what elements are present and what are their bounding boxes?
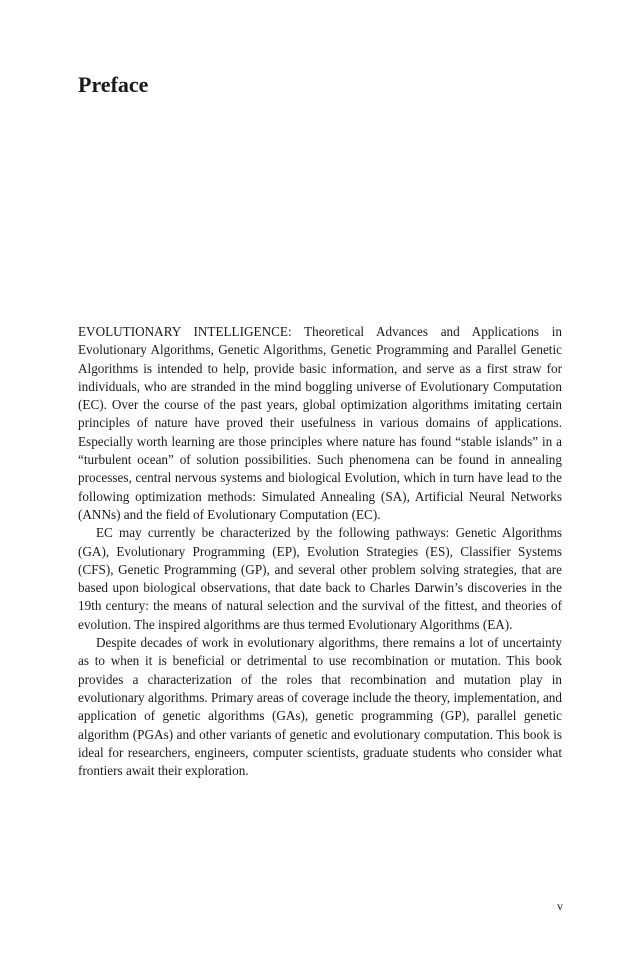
paragraph-2: EC may currently be characterized by the following pathways: Genetic Algorithms (GA), Evolutionary Programming (EP), Evolution Strategies (ES), Classifier Systems (CFS), Genetic Programming (GP), and several other problem solving strategies, that are based upon biological observations, that date back to Charles Darwin’s discoveries in the 19th century: the means of natural selection and the survival of the fittest, and theories of evolution. The inspired algorithms are thus termed Evolutionary Algorithms (EA). <box>78 525 562 632</box>
page-number: v <box>557 899 563 913</box>
paragraph-1: EVOLUTIONARY INTELLIGENCE: Theoretical Advances and Applications in Evolutionary Algorithms, Genetic Algorithms, Genetic Programming and Parallel Genetic Algorithms is intended to help, provide basic information, and serve as a first straw for individuals, who are stranded in the mind boggling universe of Evolutionary Computation (EC). Over the course of the past years, global optimization algorithms imitating certain principles of nature have proved their usefulness in various domains of applications. Especially worth learning are those principles where nature has found “stable islands” in a “turbulent ocean” of solution possibilities. Such phenomena can be found in annealing processes, central nervous systems and biological Evolution, which in turn have lead to the following optimization methods: Simulated Annealing (SA), Artificial Neural Networks (ANNs) and the field of Evolutionary Computation (EC). <box>78 324 562 522</box>
page-title: Preface <box>78 72 149 97</box>
preface-body <box>78 323 562 780</box>
paragraph-3: Despite decades of work in evolutionary algorithms, there remains a lot of uncertainty as to when it is beneficial or detrimental to use recombination or mutation. This book provides a characterization of the roles that recombination and mutation play in evolutionary algorithms. Primary areas of coverage include the theory, implementation, and application of genetic algorithms (GAs), genetic programming (GP), parallel genetic algorithm (PGAs) and other variants of genetic and evolutionary computation. This book is ideal for researchers, engineers, computer scientists, graduate students who consider what frontiers await their exploration. <box>78 635 562 779</box>
